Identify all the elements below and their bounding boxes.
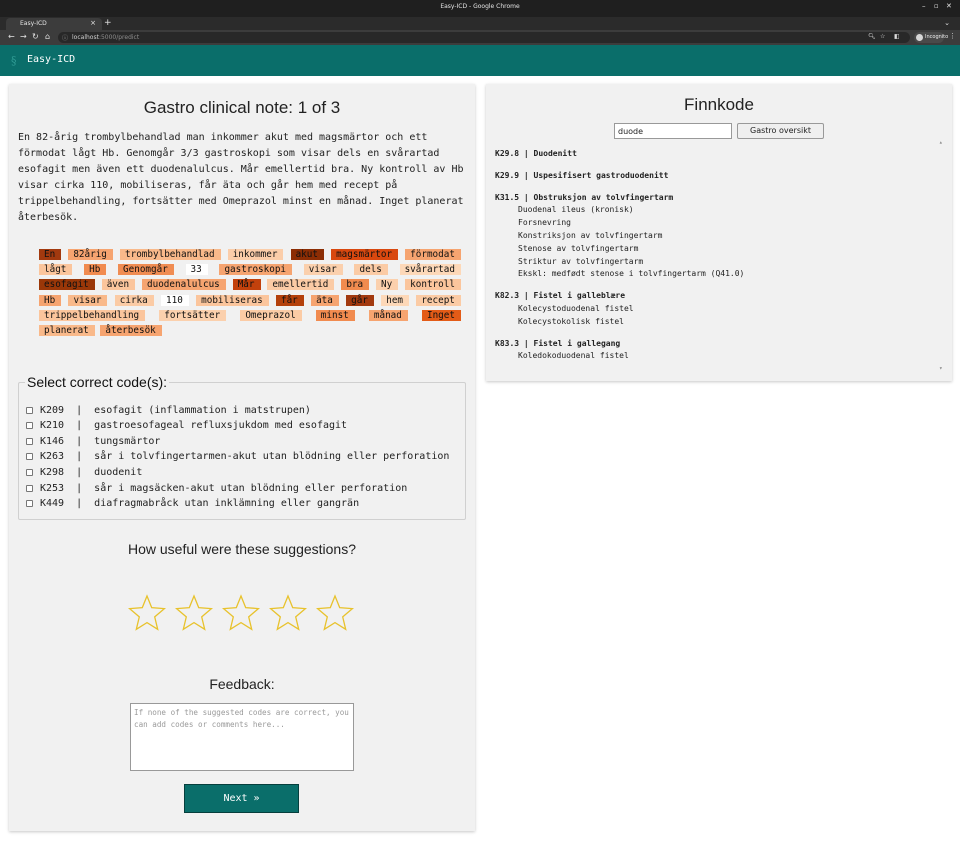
heatmap-token: bra [341, 279, 369, 290]
code-option-label: K298 | duodenit [40, 466, 143, 478]
note-title: Gastro clinical note: 1 of 3 [143, 98, 341, 117]
finnkode-result-group [495, 338, 939, 364]
code-option[interactable] [26, 450, 449, 464]
heatmap-token: visar [304, 264, 343, 275]
code-option-label: K449 | diafragmabråck utan inklämning eller gangrän [40, 498, 360, 510]
back-icon[interactable]: ← [8, 32, 15, 41]
incognito-icon [916, 34, 923, 41]
heatmap-token: minst [316, 310, 355, 321]
codes-legend: Select correct code(s): [27, 374, 168, 390]
finnkode-synonym: Stenose av tolvfingertarm [518, 243, 639, 253]
heatmap-token: äta [311, 295, 339, 306]
window-titlebar [0, 0, 960, 17]
next-button[interactable]: Next » [184, 784, 299, 813]
tab-search-icon[interactable]: ⌄ [944, 19, 950, 27]
scroll-down-icon[interactable]: ▾ [939, 365, 943, 372]
code-option-label: K146 | tungsmärtor [40, 435, 161, 447]
url-text: localhost:5000/predict [72, 34, 140, 41]
code-checkbox[interactable] [26, 453, 33, 460]
heatmap-token: esofagit [39, 279, 95, 290]
app-logo-icon: § [11, 54, 17, 67]
code-checkbox[interactable] [26, 469, 33, 476]
app-header [0, 45, 960, 76]
forward-icon[interactable]: → [20, 32, 27, 41]
code-option[interactable] [26, 465, 142, 479]
finnkode-result-group [495, 170, 939, 183]
heatmap-token: Mår [233, 279, 261, 290]
code-option[interactable] [26, 419, 347, 433]
code-option[interactable] [26, 403, 311, 417]
heatmap-token: dels [354, 264, 387, 275]
maximize-icon[interactable]: ▫ [934, 2, 939, 10]
heatmap-token: cirka [115, 295, 154, 306]
finnkode-synonym: Koledokoduodenal fistel [518, 351, 629, 361]
token-heatmap [39, 247, 461, 338]
finnkode-result-group [495, 290, 939, 328]
finnkode-result-group [495, 148, 939, 161]
star-rating [128, 594, 358, 634]
finnkode-synonym: Duodenal ileus (kronisk) [518, 205, 634, 215]
code-checkbox[interactable] [26, 438, 33, 445]
scroll-up-icon[interactable]: ▴ [939, 139, 943, 146]
heatmap-token: akut [291, 249, 324, 260]
clinical-note-panel [9, 84, 475, 831]
code-option[interactable] [26, 481, 407, 495]
finnkode-synonym: Striktur av tolvfingertarm [518, 256, 644, 266]
browser-tab[interactable] [6, 18, 102, 30]
tab-close-icon[interactable]: × [90, 19, 96, 27]
site-info-icon[interactable]: ⓘ [62, 35, 69, 42]
heatmap-token: svårartad [400, 264, 461, 275]
browser-menu-icon[interactable]: ⋮ [949, 32, 956, 40]
heatmap-token: trombylbehandlad [120, 249, 221, 260]
feedback-input[interactable] [130, 703, 354, 771]
tab-title: Easy-ICD [20, 20, 47, 27]
heatmap-token: inkommer [228, 249, 284, 260]
finnkode-code-heading[interactable]: K83.3 | Fistel i gallegang [495, 338, 621, 348]
finnkode-synonym: Forsnevring [518, 218, 571, 228]
heatmap-token: fortsätter [159, 310, 226, 321]
code-option[interactable] [26, 434, 160, 448]
heatmap-token: Omeprazol [240, 310, 301, 321]
finnkode-synonym: Kolecystokolisk fistel [518, 316, 624, 326]
heatmap-token: Genomgår [118, 264, 174, 275]
star-icon[interactable] [175, 594, 213, 632]
code-option-label: K209 | esofagit (inflammation i matstrupen) [40, 404, 311, 416]
incognito-profile[interactable] [914, 32, 949, 43]
browser-toolbar [0, 30, 960, 45]
rating-question: How useful were these suggestions? [127, 541, 357, 557]
finnkode-synonym: Kolecystoduodenal fistel [518, 303, 634, 313]
note-text: En 82-årig trombylbehandlad man inkommer akut med magsmärtor och ett förmodat lågt Hb. Genomgår 3/3 gastroskopi som visar dels en svårartad esofagit men även ett duodenalulcus. Mår emellertid bra. Ny kontroll av Hb visar cirka 110, mobiliseras, får äta och går hem med recept på trippelbehandling, fortsätter med Omeprazol minst en månad. Inget planerat återbesök. [18, 132, 464, 223]
star-icon[interactable] [222, 594, 260, 632]
finnkode-code-heading[interactable]: K29.8 | Duodenitt [495, 149, 577, 158]
star-icon[interactable] [316, 594, 354, 632]
heatmap-token: 33 [186, 264, 208, 275]
heatmap-token: Hb [39, 295, 61, 306]
heatmap-token: månad [369, 310, 408, 321]
heatmap-token: gastroskopi [219, 264, 292, 275]
finnkode-synonym: Ekskl: medfødt stenose i tolvfingertarm (Q41.0) [518, 269, 745, 279]
new-tab-icon[interactable]: + [104, 18, 112, 28]
heatmap-token: mobiliseras [196, 295, 269, 306]
finnkode-panel [486, 84, 952, 381]
heatmap-token: även [102, 279, 135, 290]
finnkode-synonym: Konstriksjon av tolvfingertarm [518, 230, 663, 240]
zoom-icon[interactable]: 🔍︎ [868, 33, 876, 40]
feedback-label: Feedback: [209, 676, 275, 692]
heatmap-token: förmodat [405, 249, 461, 260]
home-icon[interactable]: ⌂ [45, 32, 51, 41]
heatmap-token: trippelbehandling [39, 310, 145, 321]
heatmap-token: recept [416, 295, 461, 306]
gastro-overview-button[interactable]: Gastro oversikt [737, 123, 824, 139]
code-option-label: K210 | gastroesofageal refluxsjukdom med esofagit [40, 420, 348, 432]
heatmap-token: Inget [422, 310, 461, 321]
heatmap-token: 82årig [68, 249, 113, 260]
heatmap-token: emellertid [267, 279, 334, 290]
finnkode-title: Finnkode [684, 95, 754, 114]
heatmap-token: Ny [376, 279, 398, 290]
side-panel-icon[interactable]: ◧ [894, 33, 900, 40]
address-bar[interactable] [58, 32, 910, 43]
heatmap-token: går [346, 295, 374, 306]
heatmap-token: planerat [39, 325, 95, 336]
heatmap-token: återbesök [100, 325, 161, 336]
heatmap-token: Hb [84, 264, 106, 275]
reload-icon[interactable]: ↻ [32, 32, 39, 41]
code-checkbox[interactable] [26, 500, 33, 507]
code-checkbox[interactable] [26, 407, 33, 414]
incognito-label: Incognito [925, 34, 949, 40]
heatmap-token: En [39, 249, 61, 260]
minimize-icon[interactable]: – [922, 2, 926, 10]
code-checkbox[interactable] [26, 485, 33, 492]
finnkode-result-group [495, 192, 939, 282]
finnkode-code-heading[interactable]: K31.5 | Obstruksjon av tolvfingertarm [495, 192, 674, 202]
code-option-label: K263 | sår i tolvfingertarmen-akut utan blödning eller perforation [40, 451, 450, 463]
heatmap-token: får [276, 295, 304, 306]
finnkode-results [495, 148, 939, 372]
heatmap-token: visar [68, 295, 107, 306]
code-option-label: K253 | sår i magsäcken-akut utan blödning eller perforation [40, 482, 408, 494]
finnkode-code-heading[interactable]: K82.3 | Fistel i galleblære [495, 291, 626, 301]
heatmap-token: duodenalulcus [142, 279, 226, 290]
heatmap-token: magsmärtor [331, 249, 398, 260]
code-checkbox[interactable] [26, 422, 33, 429]
code-option[interactable] [26, 497, 359, 511]
heatmap-token: lågt [39, 264, 72, 275]
star-icon[interactable] [269, 594, 307, 632]
heatmap-token: hem [381, 295, 409, 306]
bookmark-star-icon[interactable]: ☆ [880, 33, 886, 40]
window-title: Easy-ICD - Google Chrome [440, 3, 520, 10]
finnkode-code-heading[interactable]: K29.9 | Uspesifisert gastroduodenitt [495, 170, 669, 180]
heatmap-token: kontroll [405, 279, 461, 290]
finnkode-search-input[interactable] [614, 123, 732, 139]
close-window-icon[interactable]: ✕ [946, 2, 952, 10]
tab-strip [0, 17, 960, 30]
app-brand[interactable]: Easy-ICD [27, 54, 76, 65]
star-icon[interactable] [128, 594, 166, 632]
heatmap-token: 110 [161, 295, 189, 306]
